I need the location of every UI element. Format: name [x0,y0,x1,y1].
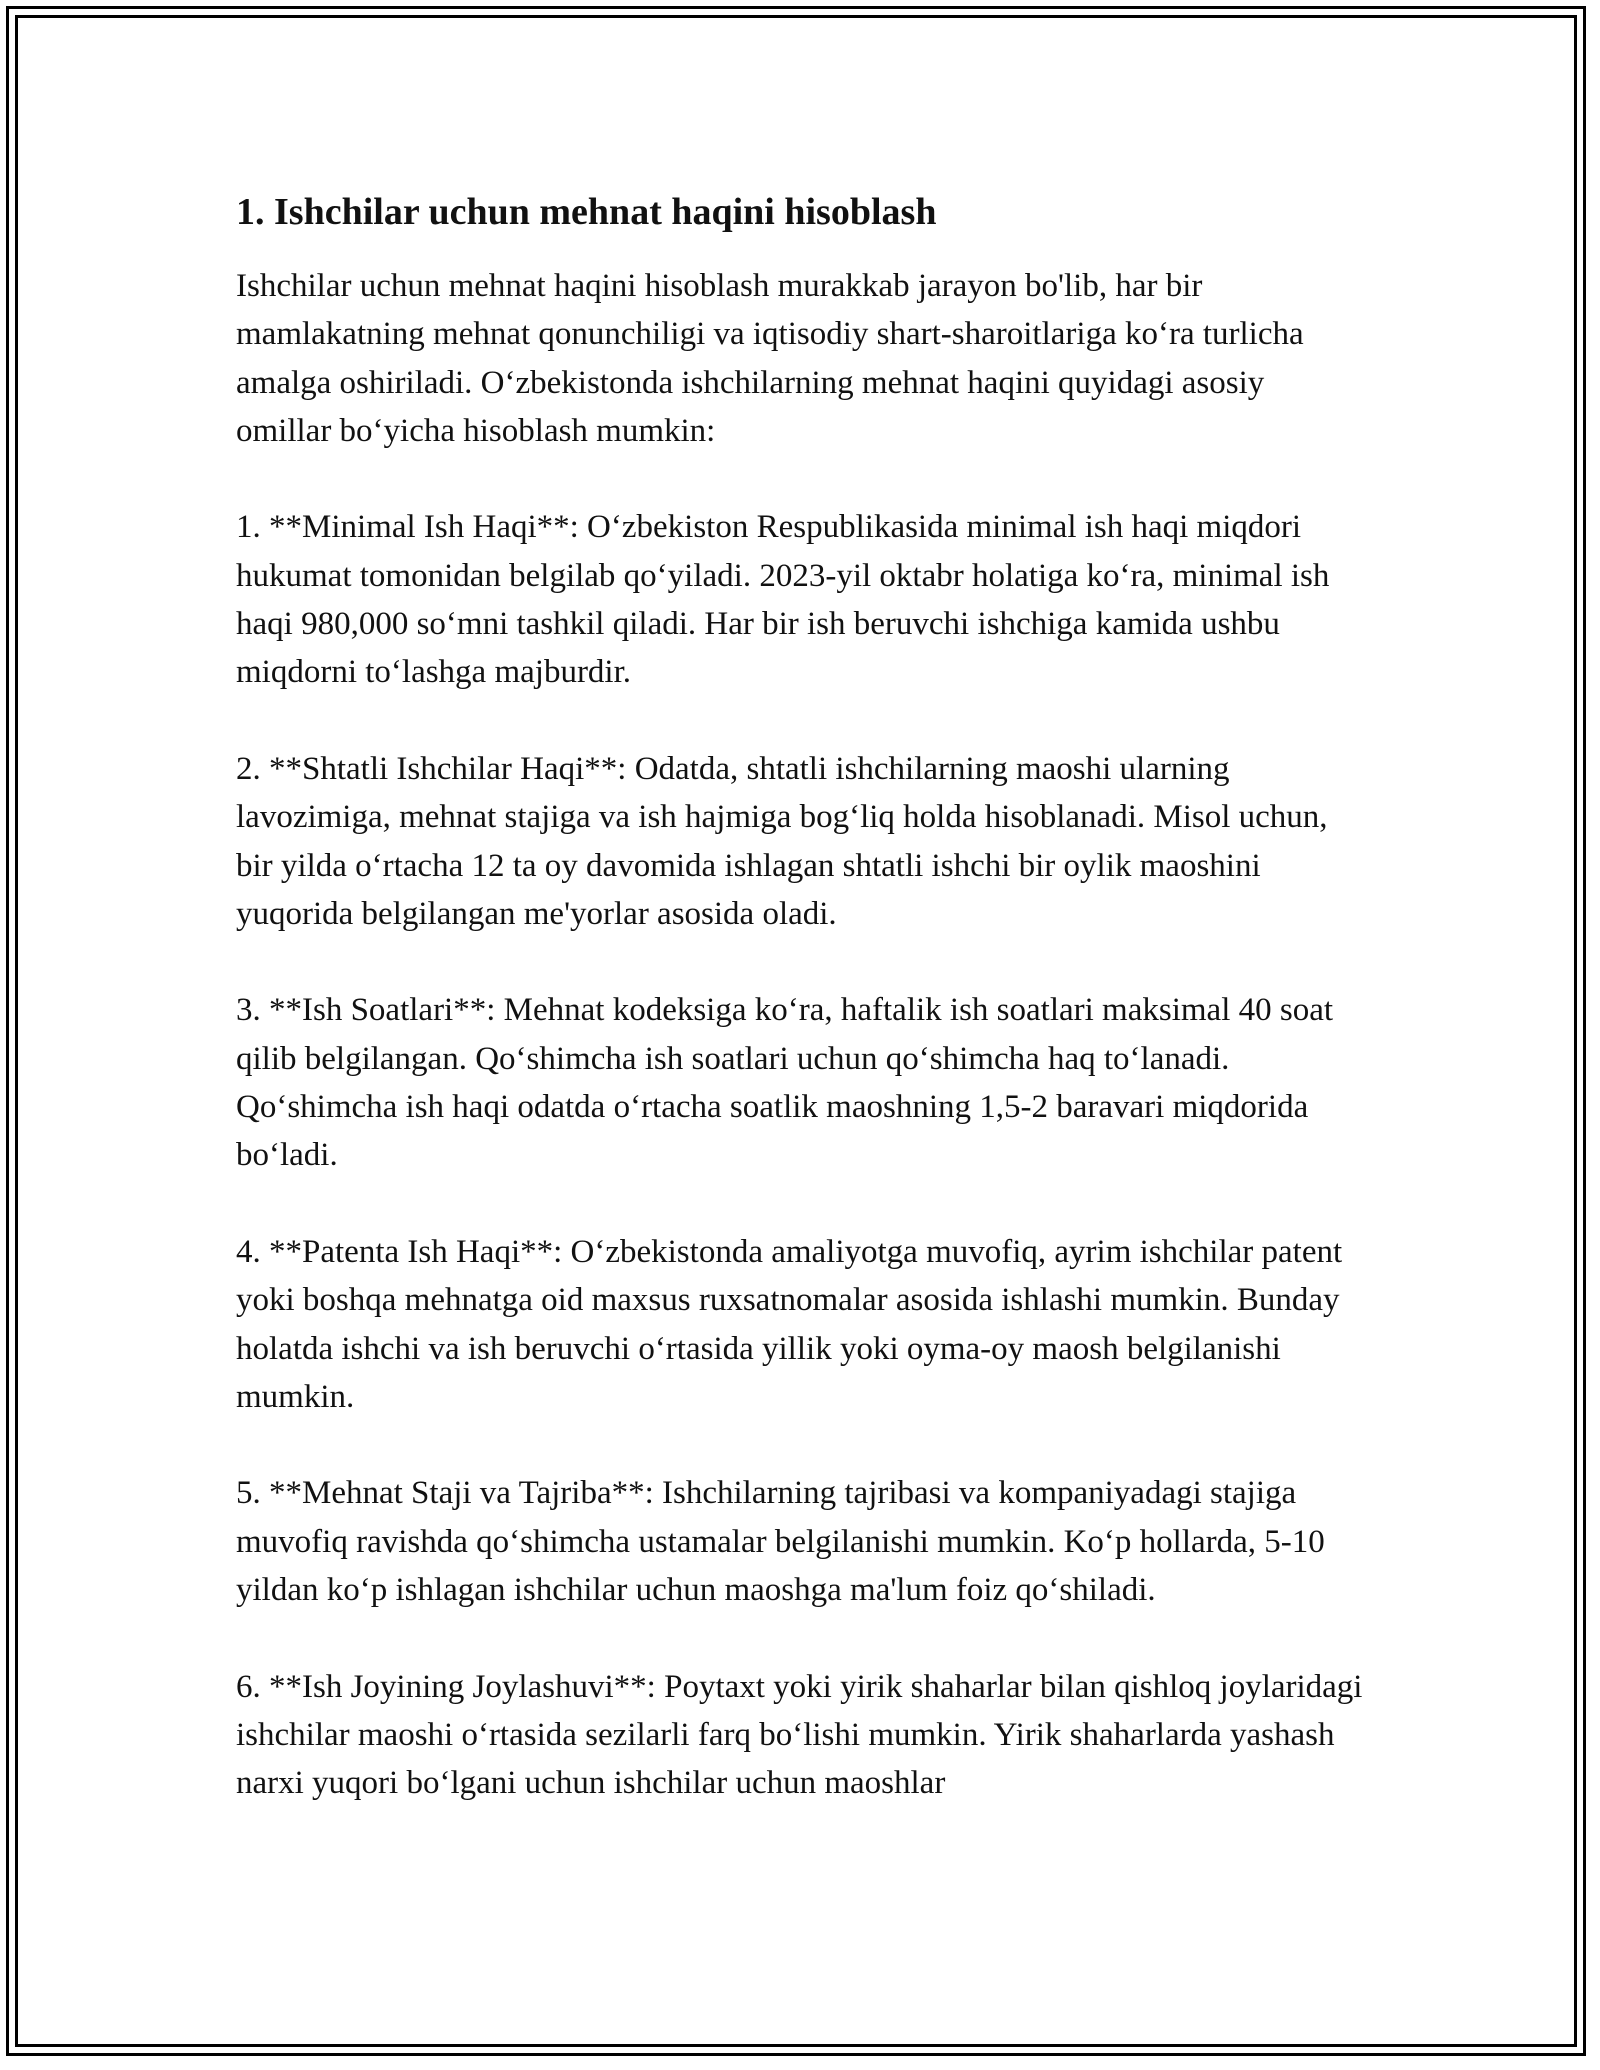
paragraph-patent-wage: 4. **Patenta Ish Haqi**: O‘zbekistonda amaliyotga muvofiq, ayrim ishchilar patent yoki boshqa mehnatga oid maxsus ruxsatnomalar asosida ishlashi mumkin. Bunday holatda ishchi va ish beruvchi o‘rtasida yillik yoki oyma-oy maosh belgilanishi mumkin. [236,1233,1343,1415]
paragraph-staff-wage: 2. **Shtatli Ishchilar Haqi**: Odatda, shtatli ishchilarning maoshi ularning lavozimiga, mehnat stajiga va ish hajmiga bog‘liq holda hisoblanadi. Misol uchun, bir yilda o‘rtacha 12 ta oy davomida ishlagan shtatli ishchi bir oylik maoshini yuqorida belgilangan me'yorlar asosida oladi. [236,750,1328,932]
document-body [236,188,1366,1808]
paragraph-workplace-location: 6. **Ish Joyining Joylashuvi**: Poytaxt yoki yirik shaharlar bilan qishloq joylaridagi ishchilar maoshi o‘rtasida sezilarli farq bo‘lishi mumkin. Yirik shaharlarda yashash narxi yuqori bo‘lgani uchun ishchilar uchun maoshlar [236,1668,1363,1802]
paragraph-minimal-wage: 1. **Minimal Ish Haqi**: O‘zbekiston Respublikasida minimal ish haqi miqdori hukumat tomonidan belgilab qo‘yiladi. 2023-yil oktabr holatiga ko‘ra, minimal ish haqi 980,000 so‘mni tashkil qiladi. Har bir ish beruvchi ishchiga kamida ushbu miqdorni to‘lashga majburdir. [236,509,1330,691]
intro-paragraph: Ishchilar uchun mehnat haqini hisoblash murakkab jarayon bo'lib, har bir mamlakatning mehnat qonunchiligi va iqtisodiy shart-sharoitlariga ko‘ra turlicha amalga oshiriladi. O‘zbekistonda ishchilarning mehnat haqini quyidagi asosiy omillar bo‘yicha hisoblash mumkin: [236,268,1304,449]
paragraph-experience: 5. **Mehnat Staji va Tajriba**: Ishchilarning tajribasi va kompaniyadagi stajiga muvofiq ravishda qo‘shimcha ustamalar belgilanishi mumkin. Ko‘p hollarda, 5-10 yildan ko‘p ishlagan ishchilar uchun maoshga ma'lum foiz qo‘shiladi. [236,1475,1325,1609]
document-title: 1. Ishchilar uchun mehnat haqini hisoblash [236,191,937,233]
paragraph-work-hours: 3. **Ish Soatlari**: Mehnat kodeksiga ko‘ra, haftalik ish soatlari maksimal 40 soat qilib belgilangan. Qo‘shimcha ish soatlari uchun qo‘shimcha haq to‘lanadi. Qo‘shimcha ish haqi odatda o‘rtacha soatlik maoshning 1,5-2 baravari miqdorida bo‘ladi. [236,992,1334,1174]
